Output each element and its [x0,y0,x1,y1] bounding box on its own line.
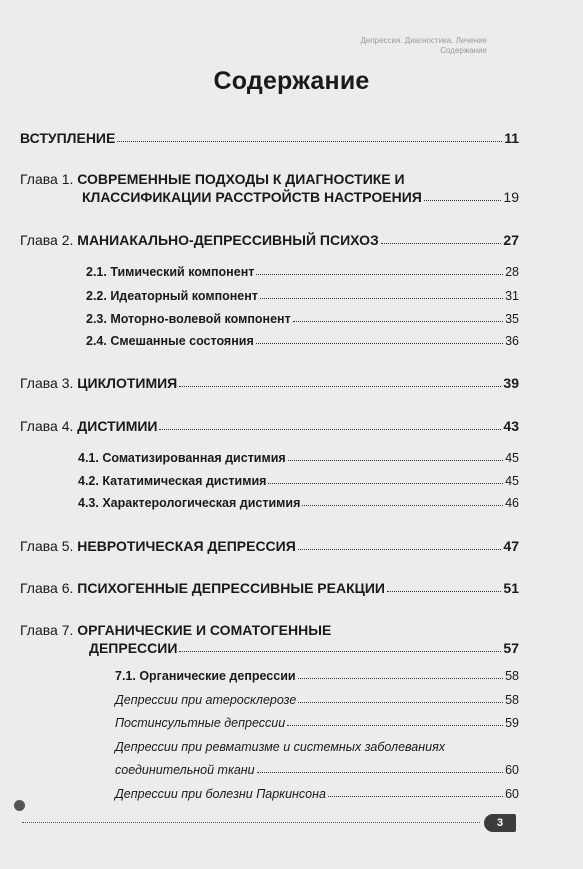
toc-section-2-4[interactable] [86,334,519,348]
leader-dots [159,429,501,430]
running-head-line1: Депрессия. Диагностика. Лечение [360,36,487,45]
toc-entry-chapter-3[interactable] [20,375,519,391]
chapter-prefix: Глава 4. [20,418,74,434]
toc-section-4-2[interactable] [78,474,519,488]
leader-dots [268,483,503,484]
leader-dots [302,505,503,506]
leader-dots [381,243,502,244]
chapter-title: МАНИАКАЛЬНО-ДЕПРЕССИВНЫЙ ПСИХОЗ [77,232,379,248]
chapter-title: ДИСТИМИИ [77,418,158,434]
chapter-prefix: Глава 3. [20,375,74,391]
section-page: 35 [505,312,519,326]
chapter-title: СОВРЕМЕННЫЕ ПОДХОДЫ К ДИАГНОСТИКЕ И [77,171,405,187]
toc-section-2-1[interactable] [86,265,519,279]
chapter-title-cont: КЛАССИФИКАЦИИ РАССТРОЙСТВ НАСТРОЕНИЯ [82,189,422,205]
toc-page: 57 [503,640,519,656]
toc-entry-chapter-5[interactable] [20,538,519,554]
subsection-page: 59 [505,716,519,730]
section-page: 31 [505,289,519,303]
leader-dots [256,274,503,275]
section-page: 46 [505,496,519,510]
toc-page: 11 [504,130,519,146]
leader-dots [293,321,503,322]
leader-dots [328,796,503,797]
toc-subsection-atherosclerosis[interactable] [115,693,519,707]
leader-dots [260,298,503,299]
toc-label: ВСТУПЛЕНИЕ [20,130,116,146]
toc-entry-chapter-7[interactable] [89,640,519,656]
subsection-label: Депрессии при болезни Паркинсона [115,787,326,801]
leader-dots [179,651,501,652]
chapter-title: НЕВРОТИЧЕСКАЯ ДЕПРЕССИЯ [77,538,296,554]
section-label: 4.1. Соматизированная дистимия [78,451,286,465]
subsection-label: Депрессии при атеросклерозе [115,693,297,707]
section-label: 7.1. Органические депрессии [115,669,296,683]
chapter-title: ПСИХОГЕННЫЕ ДЕПРЕССИВНЫЕ РЕАКЦИИ [77,580,385,596]
section-page: 45 [505,451,519,465]
toc-entry-chapter-2[interactable] [20,232,519,248]
subsection-label: соединительной ткани [115,763,255,777]
subsection-page: 58 [505,693,519,707]
page-title: Содержание [213,67,370,95]
running-head-line2: Содержание [440,46,487,55]
leader-dots [387,591,501,592]
toc-subsection-parkinson[interactable] [115,787,519,801]
toc-section-4-1[interactable] [78,451,519,465]
leader-dots [287,725,503,726]
toc-section-2-3[interactable] [86,312,519,326]
section-label: 2.2. Идеаторный компонент [86,289,258,303]
chapter-prefix: Глава 2. [20,232,74,248]
toc-page: 51 [503,580,519,596]
toc-entry-chapter-1-line1[interactable] [20,171,405,187]
section-page: 36 [505,334,519,348]
leader-dots [424,200,502,201]
toc-entry-chapter-4[interactable] [20,418,519,434]
subsection-label: Постинсультные депрессии [115,716,286,730]
toc-page: 39 [503,375,519,391]
leader-dots [298,678,504,679]
section-label: 2.1. Тимический компонент [86,265,255,279]
leader-dots [298,549,502,550]
leader-dots [256,343,503,344]
leader-dots [117,141,502,142]
chapter-title: ЦИКЛОТИМИЯ [77,375,178,391]
toc-page: 43 [503,418,519,434]
chapter-prefix: Глава 1. [20,171,74,187]
section-label: 4.2. Кататимическая дистимия [78,474,267,488]
toc-section-2-2[interactable] [86,289,519,303]
chapter-prefix: Глава 6. [20,580,74,596]
section-label: 2.4. Смешанные состояния [86,334,254,348]
toc-subsection-post-stroke[interactable] [115,716,519,730]
toc-subsection-rheumatism-line1[interactable]: Депрессии при ревматизме и системных заболеваниях [115,740,445,754]
leader-dots [257,772,503,773]
running-head [360,36,487,56]
section-page: 28 [505,265,519,279]
section-label: 2.3. Моторно-волевой компонент [86,312,291,326]
toc-subsection-rheumatism[interactable] [115,763,519,777]
toc-entry-chapter-7-line1[interactable] [20,622,331,638]
page-number-badge: 3 [484,814,516,832]
toc-page: 27 [503,232,519,248]
toc-section-4-3[interactable] [78,496,519,510]
subsection-page: 60 [505,787,519,801]
toc-entry-chapter-6[interactable] [20,580,519,596]
chapter-prefix: Глава 5. [20,538,74,554]
toc-page: 19 [503,189,519,205]
chapter-prefix: Глава 7. [20,622,74,638]
leader-dots [288,460,503,461]
toc-entry-intro[interactable] [20,130,519,146]
toc-page: 47 [503,538,519,554]
footer-bullet-dot [14,800,25,811]
section-label: 4.3. Характерологическая дистимия [78,496,301,510]
chapter-title: ОРГАНИЧЕСКИЕ И СОМАТОГЕННЫЕ [77,622,332,638]
chapter-title-cont: ДЕПРЕССИИ [89,640,178,656]
toc-section-7-1[interactable] [115,669,519,683]
section-page: 45 [505,474,519,488]
footer-dotted-rule [22,822,480,823]
leader-dots [298,702,503,703]
leader-dots [179,386,501,387]
subsection-page: 60 [505,763,519,777]
toc-entry-chapter-1[interactable] [82,189,519,205]
section-page: 58 [505,669,519,683]
